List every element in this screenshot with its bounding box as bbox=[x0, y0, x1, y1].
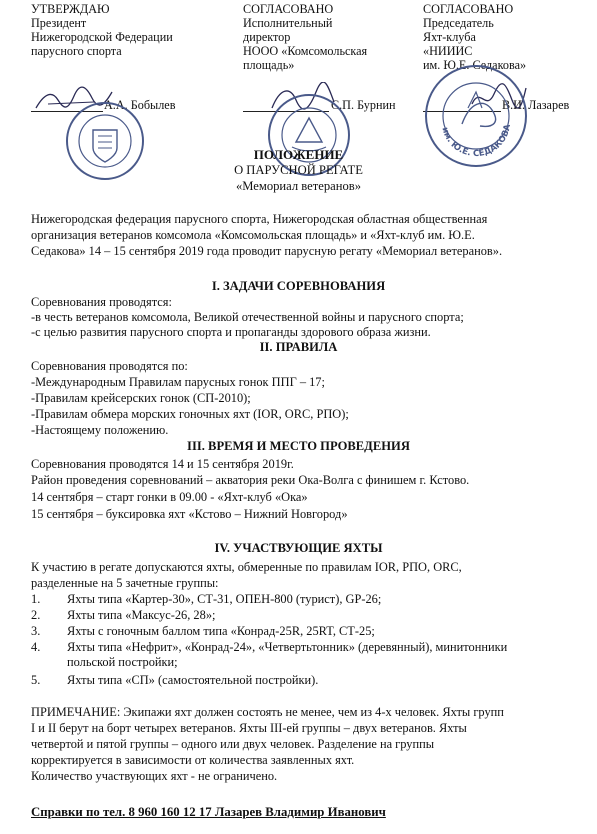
list-item-number: 3. bbox=[31, 624, 41, 638]
list-item-number: 2. bbox=[31, 608, 41, 622]
approval-line: НООО «Комсомольская bbox=[243, 44, 368, 58]
approval-title: УТВЕРЖДАЮ bbox=[31, 2, 110, 16]
section-line: Соревнования проводятся 14 и 15 сентября 2019г. bbox=[31, 457, 294, 471]
approval-line: Президент bbox=[31, 16, 87, 30]
approval-block-1 bbox=[31, 2, 221, 58]
doc-name: «Мемориал ветеранов» bbox=[235, 179, 362, 193]
section-line: -с целью развития парусного спорта и пропаганды здорового образа жизни. bbox=[31, 325, 431, 339]
section-line: -Международным Правилам парусных гонок ППГ – 17; bbox=[31, 375, 325, 389]
doc-subtitle: О ПАРУСНОЙ РЕГАТЕ bbox=[234, 163, 363, 177]
approval-signer: А.А. Бобылев bbox=[104, 98, 176, 112]
approval-line: Исполнительный bbox=[243, 16, 333, 30]
doc-title: ПОЛОЖЕНИЕ bbox=[253, 147, 344, 162]
list-item-number: 1. bbox=[31, 592, 41, 606]
section-line: -Настоящему положению. bbox=[31, 423, 169, 437]
list-item-text: Яхты типа «СП» (самостоятельной постройки). bbox=[67, 673, 319, 687]
approval-line: им. Ю.Е. Седакова» bbox=[423, 58, 527, 72]
section-line: -Правилам обмера морских гоночных яхт (IOR, ORC, РПО); bbox=[31, 407, 349, 421]
list-item bbox=[31, 624, 591, 639]
note-line: четвертой и пятой группы – одного или двух человек. Разделение на группы bbox=[31, 737, 435, 751]
section-line: Район проведения соревнований – акватория реки Ока-Волга с финишем г. Кстово. bbox=[31, 473, 470, 487]
section-line: -Правилам крейсерских гонок (СП-2010); bbox=[31, 391, 251, 405]
list-item-text: польской постройки; bbox=[67, 655, 178, 669]
approval-signer: С.П. Бурнин bbox=[331, 98, 396, 112]
note-line: корректируется в зависимости от количества заявленных яхт. bbox=[31, 753, 355, 767]
list-item-number: 4. bbox=[31, 640, 41, 654]
approval-title: СОГЛАСОВАНО bbox=[423, 2, 514, 16]
section-heading-1: I. ЗАДАЧИ СОРЕВНОВАНИЯ bbox=[211, 279, 386, 293]
list-item-number: 5. bbox=[31, 673, 41, 687]
note-line: ПРИМЕЧАНИЕ: Экипажи яхт должен состоять не менее, чем из 4-х человек. Яхты групп bbox=[31, 705, 504, 719]
approval-line: Председатель bbox=[423, 16, 494, 30]
approval-line: парусного спорта bbox=[31, 44, 122, 58]
section-line: Соревнования проводятся: bbox=[31, 295, 172, 309]
list-item bbox=[31, 592, 591, 607]
intro-line: организация ветеранов комсомола «Комсомольская площадь» и «Яхт-клуб им. Ю.Е. bbox=[31, 228, 475, 242]
intro-line: Седакова» 14 – 15 сентября 2019 года проводит парусную регату «Мемориал ветеранов». bbox=[31, 244, 503, 258]
list-item-text: Яхты с гоночным баллом типа «Конрад-25R, 25RT, СТ-25; bbox=[67, 624, 375, 638]
list-item bbox=[31, 640, 591, 672]
section-heading-2: II. ПРАВИЛА bbox=[259, 340, 338, 354]
approval-block-2 bbox=[243, 2, 413, 72]
list-item-text: Яхты типа «Нефрит», «Конрад-24», «Четвертьтонник» (деревянный), минитонники bbox=[67, 640, 508, 654]
approval-line: директор bbox=[243, 30, 291, 44]
list-item-text: Яхты типа «Картер-30», СТ-31, ОПЕН-800 (турист), GP-26; bbox=[67, 592, 382, 606]
approval-line: «НИИИС bbox=[423, 44, 473, 58]
note-line: I и II берут на борт четырех ветеранов. Яхты III-ей группы – двух ветеранов. Яхты bbox=[31, 721, 467, 735]
approval-line: Нижегородской Федерации bbox=[31, 30, 173, 44]
approval-line: площадь» bbox=[243, 58, 295, 72]
list-item bbox=[31, 608, 591, 623]
section-line: разделенные на 5 зачетные группы: bbox=[31, 576, 219, 590]
section-line: 15 сентября – буксировка яхт «Кстово – Нижний Новгород» bbox=[31, 507, 348, 521]
intro-line: Нижегородская федерация парусного спорта, Нижегородская областная общественная bbox=[31, 212, 488, 226]
approval-line: Яхт-клуба bbox=[423, 30, 476, 44]
approval-signer: В.И. Лазарев bbox=[502, 98, 570, 112]
section-line: К участию в регате допускаются яхты, обмеренные по правилам IOR, РПО, ORC, bbox=[31, 560, 462, 574]
section-line: -в честь ветеранов комсомола, Великой отечественной войны и парусного спорта; bbox=[31, 310, 464, 324]
section-heading-3: III. ВРЕМЯ И МЕСТО ПРОВЕДЕНИЯ bbox=[187, 439, 410, 453]
list-item-text: Яхты типа «Максус-26, 28»; bbox=[67, 608, 216, 622]
section-line: 14 сентября – старт гонки в 09.00 - «Яхт-клуб «Ока» bbox=[31, 490, 308, 504]
seal-yacht-club-text: им. Ю.Е. СЕДАКОВА bbox=[439, 123, 513, 160]
section-line: Соревнования проводятся по: bbox=[31, 359, 188, 373]
list-item bbox=[31, 673, 591, 688]
note-line: Количество участвующих яхт - не ограничено. bbox=[31, 769, 278, 783]
approval-title: СОГЛАСОВАНО bbox=[243, 2, 334, 16]
contact-footer: Справки по тел. 8 960 160 12 17 Лазарев Владимир Иванович bbox=[31, 805, 386, 819]
section-heading-4: IV. УЧАСТВУЮЩИЕ ЯХТЫ bbox=[214, 541, 383, 555]
